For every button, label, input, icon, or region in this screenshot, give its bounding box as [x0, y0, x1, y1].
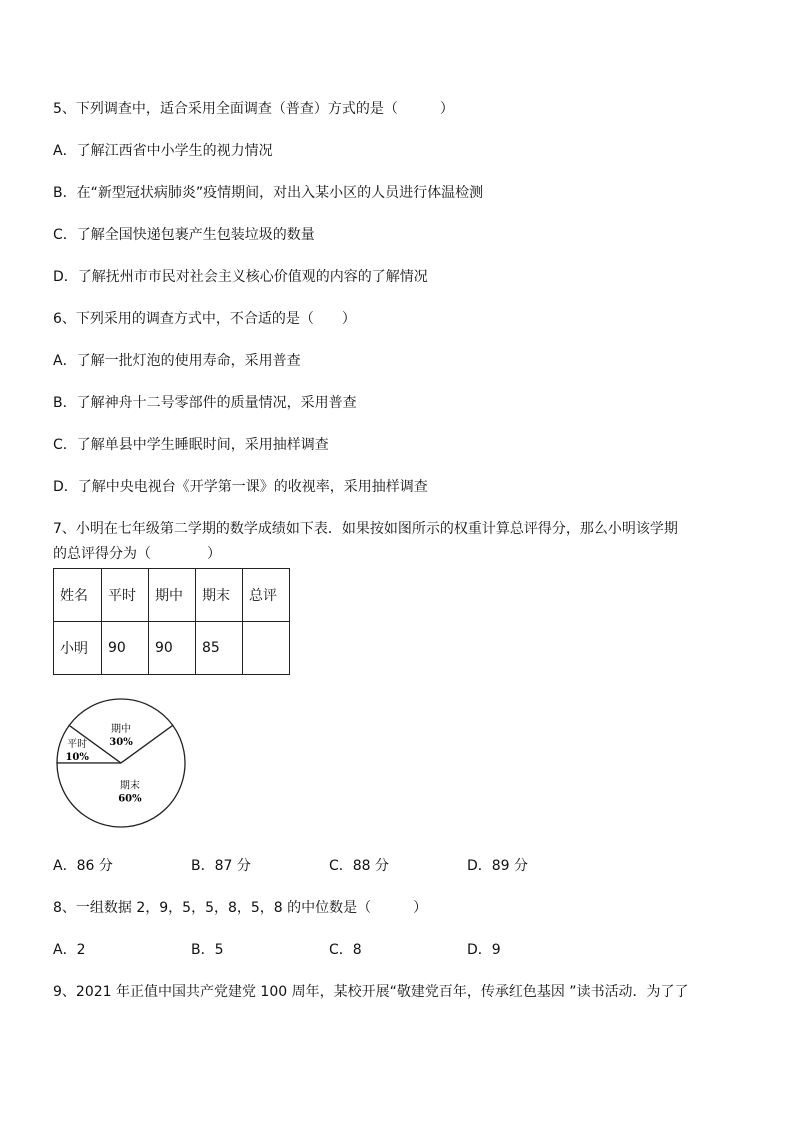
q7-option-a: A．86 分	[53, 858, 113, 874]
pie-label-2: 期末	[119, 780, 140, 792]
q6-option-b: B．了解神舟十二号零部件的质量情况，采用普查	[53, 395, 357, 411]
pie-label-1: 期中	[111, 724, 131, 736]
q6-option-a: A．了解一批灯泡的使用寿命，采用普查	[53, 353, 301, 369]
cell-name: 小明	[54, 622, 102, 675]
cell-final: 85	[196, 622, 243, 675]
table-row	[54, 622, 290, 675]
q5-option-a: A．了解江西省中小学生的视力情况	[53, 143, 273, 159]
q6-option-c: C．了解单县中学生睡眠时间，采用抽样调查	[53, 437, 329, 453]
header-final: 期末	[196, 569, 243, 622]
weight-pie-chart	[55, 695, 195, 835]
q8-option-c: C．8	[329, 942, 362, 958]
q7-stem-line1: 7、小明在七年级第二学期的数学成绩如下表．如果按如图所示的权重计算总评得分，那么小明该学期	[53, 521, 678, 537]
cell-regular: 90	[102, 622, 149, 675]
table-header-row	[54, 569, 290, 622]
q5-stem: 5、下列调查中，适合采用全面调查（普查）方式的是（ ）	[53, 101, 454, 117]
q5-option-b: B．在“新型冠状病肺炎”疫情期间，对出入某小区的人员进行体温检测	[53, 185, 484, 201]
header-total: 总评	[243, 569, 290, 622]
header-regular: 平时	[102, 569, 149, 622]
q8-option-b: B．5	[191, 942, 224, 958]
q5-option-c: C．了解全国快递包裹产生包装垃圾的数量	[53, 227, 315, 243]
pie-percent-2: 60%	[118, 793, 142, 805]
pie-percent-1: 30%	[109, 737, 133, 749]
q8-option-a: A．2	[53, 942, 86, 958]
q5-option-d: D．了解抚州市市民对社会主义核心价值观的内容的了解情况	[53, 269, 428, 285]
score-table	[53, 568, 290, 675]
q9-stem: 9、2021 年正值中国共产党建党 100 周年，某校开展“敬建党百年，传承红色基因 ”读书活动．为了了	[53, 984, 689, 1000]
header-midterm: 期中	[149, 569, 196, 622]
q7-option-c: C．88 分	[329, 858, 390, 874]
header-name: 姓名	[54, 569, 102, 622]
q7-stem-line2: 的总评得分为（ ）	[53, 546, 221, 562]
pie-label-0: 平时	[67, 738, 88, 750]
q7-option-b: B．87 分	[191, 858, 251, 874]
q6-stem: 6、下列采用的调查方式中，不合适的是（ ）	[53, 311, 356, 327]
q8-option-d: D．9	[467, 942, 501, 958]
cell-total	[243, 622, 290, 675]
q7-option-d: D．89 分	[467, 858, 529, 874]
cell-midterm: 90	[149, 622, 196, 675]
q8-stem: 8、一组数据 2，9，5，5，8，5，8 的中位数是（ ）	[53, 900, 428, 916]
q6-option-d: D．了解中央电视台《开学第一课》的收视率，采用抽样调查	[53, 479, 428, 495]
pie-percent-0: 10%	[65, 751, 89, 763]
